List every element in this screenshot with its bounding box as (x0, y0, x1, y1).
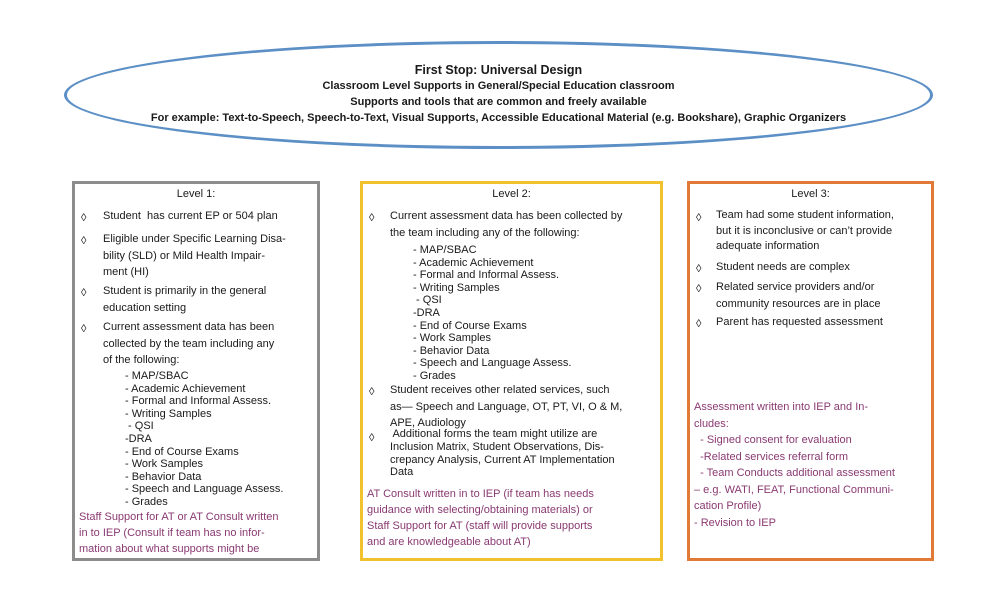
diamond-bullet-icon: ◊ (696, 283, 702, 295)
ellipse-title: First Stop: Universal Design (414, 63, 583, 77)
diamond-bullet-icon: ◊ (81, 235, 87, 247)
level-2-title: Level 2: (492, 188, 531, 200)
diamond-bullet-icon: ◊ (81, 323, 87, 335)
level-1-bullet-2: Eligible under Specific Learning Disa- bility (SLD) or Mild Health Impair- ment (HI) (103, 233, 286, 278)
diamond-bullet-icon: ◊ (696, 212, 702, 224)
level-2-bullet-2: Student receives other related services, such as— Speech and Language, OT, PT, VI, O & M, APE, Audiology (390, 384, 623, 429)
level-2-assessment-list: - MAP/SBAC - Academic Achievement - Formal and Informal Assess. - Writing Samples - QSI -DRA - End of Course Exams - Work Samples - Behavior Data - Speech and Language Assess. - Grades (413, 244, 572, 382)
diamond-bullet-icon: ◊ (369, 386, 375, 398)
level-1-box (72, 181, 320, 561)
level-3-box (687, 181, 934, 561)
level-3-title: Level 3: (791, 188, 830, 200)
level-1-title: Level 1: (176, 188, 216, 200)
diamond-bullet-icon: ◊ (696, 318, 702, 330)
level-2-bullet-3: Additional forms the team might utilize are Inclusion Matrix, Student Observations, Dis- crepancy Analysis, Current AT Implementation Data (390, 428, 615, 479)
level-1-note: Staff Support for AT or AT Consult written in to IEP (Consult if team has no infor- mation about what supports might be (79, 511, 279, 555)
diamond-bullet-icon: ◊ (369, 212, 375, 224)
ellipse-line-2: Supports and tools that are common and freely available (350, 96, 647, 108)
level-2-bullet-1: Current assessment data has been collected by the team including any of the following: (390, 210, 623, 239)
universal-design-ellipse (64, 41, 933, 149)
level-3-bullet-3: Related service providers and/or community resources are in place (716, 281, 881, 310)
diamond-bullet-icon: ◊ (369, 432, 375, 444)
level-2-note: AT Consult written in to IEP (if team has needs guidance with selecting/obtaining materials) or Staff Support for AT (staff will provide supports and are knowledgeable about AT) (367, 488, 594, 548)
level-1-bullet-4: Current assessment data has been collected by the team including any of the following: (103, 321, 275, 366)
level-1-assessment-list: - MAP/SBAC - Academic Achievement - Formal and Informal Assess. - Writing Samples - QSI -DRA - End of Course Exams - Work Samples - Behavior Data - Speech and Language Assess. - Grades (125, 370, 284, 508)
level-3-bullet-1: Team had some student information, but it is inconclusive or can’t provide adequate information (716, 209, 894, 252)
level-3-note: Assessment written into IEP and In- cludes: - Signed consent for evaluation -Related services referral form - Team Conducts additional assessment – e.g. WATI, FEAT, Functional Communi- cation Profile) - Revision to IEP (694, 401, 895, 529)
level-3-bullet-2: Student needs are complex (716, 261, 850, 273)
ellipse-line-3: For example: Text-to-Speech, Speech-to-Text, Visual Supports, Accessible Educational Material (e.g. Bookshare), Graphic Organizers (150, 112, 847, 124)
diamond-bullet-icon: ◊ (81, 287, 87, 299)
level-2-box (360, 181, 663, 561)
level-3-bullet-4: Parent has requested assessment (716, 316, 883, 328)
level-1-bullet-3: Student is primarily in the general education setting (103, 285, 267, 314)
ellipse-line-1: Classroom Level Supports in General/Special Education classroom (322, 80, 675, 92)
level-1-bullet-1: Student has current EP or 504 plan (103, 210, 278, 222)
diamond-bullet-icon: ◊ (81, 212, 87, 224)
diamond-bullet-icon: ◊ (696, 263, 702, 275)
